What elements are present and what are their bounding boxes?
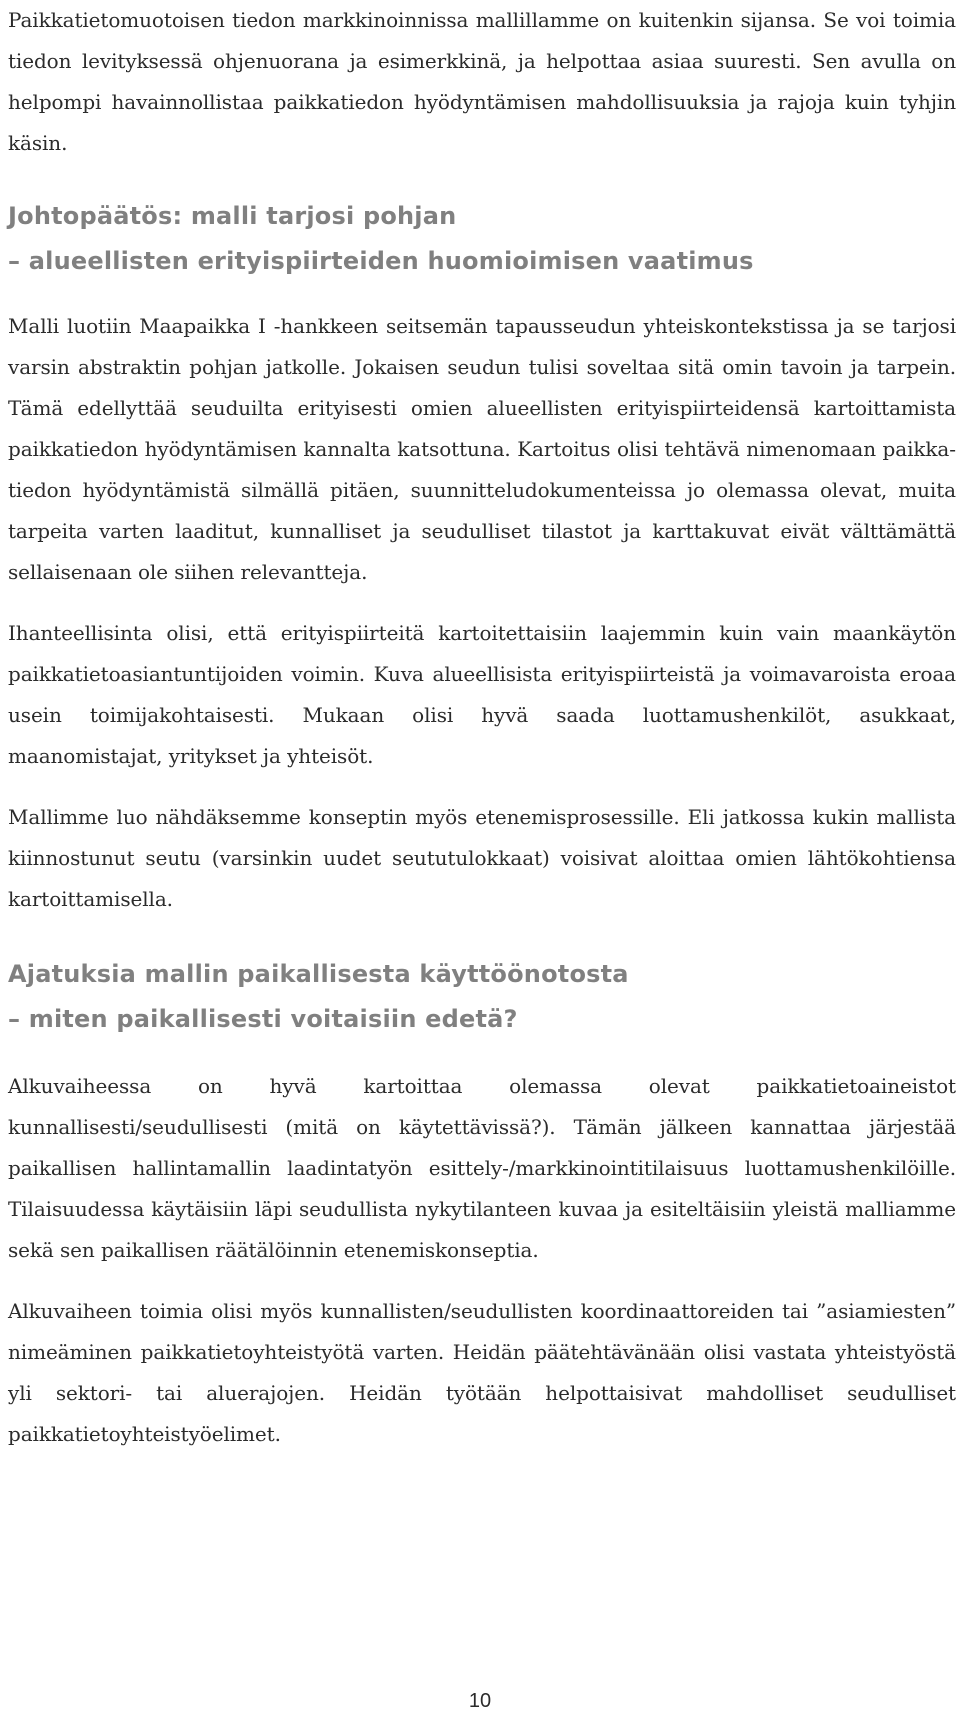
intro-paragraph: Paikkatietomuotoisen tiedon markkinoinnissa mallillamme on kuitenkin sijansa. Se voi toimia tiedon levityksessä ohjenuorana ja esimerkkinä, ja helpottaa asiaa suuresti. Sen avulla on helpompi havainnollistaa paikkatiedon hyödyntämisen mahdollisuuksia ja rajoja kuin tyhjin käsin.	[8, 8, 956, 155]
section-heading-deployment	[8, 952, 956, 1042]
document-page	[8, 0, 956, 1455]
page-number: 10	[468, 1690, 492, 1712]
section-heading-conclusion	[8, 194, 956, 284]
body-paragraph: Mallimme luo nähdäksemme konseptin myös etenemisprosessille. Eli jatkossa kukin mallista kiinnostunut seutu (varsinkin uudet seututulokkaat) voisivat aloittaa omien lähtökohtiensa kartoittamisella.	[8, 805, 956, 911]
body-paragraph: Ihanteellisinta olisi, että erityispiirteitä kartoitettaisiin laajemmin kuin vain maankäytön paikkatietoasiantuntijoiden voimin. Kuva alueellisista erityispiirteistä ja voimavaroista eroaa usein toimijakohtaisesti. Mukaan olisi hyvä saada luottamushenkilöt, asukkaat, maanomistajat, yritykset ja yhteisöt.	[8, 621, 956, 768]
section-heading-subline: – miten paikallisesti voitaisiin edetä?	[8, 1005, 518, 1033]
section-heading-line: Ajatuksia mallin paikallisesta käyttöönotosta	[8, 960, 629, 988]
body-paragraph: Alkuvaiheessa on hyvä kartoittaa olemassa olevat paikkatietoaineistot kunnallisesti/seudullisesti (mitä on käytettävissä?). Tämän jälkeen kannattaa järjestää paikallisen hallintamallin laadintatyön esittely-/markkinointitilaisuus luottamushenkilöille. Tilaisuudessa käytäisiin läpi seudullista nykytilanteen kuvaa ja esiteltäisiin yleistä malliamme sekä sen paikallisen räätälöinnin etenemiskonseptia.	[8, 1074, 956, 1262]
body-paragraph: Alkuvaiheen toimia olisi myös kunnallisten/seudullisten koordinaattoreiden tai ”asiamiesten” nimeäminen paikkatietoyhteistyötä varten. Heidän päätehtävänään olisi vastata yhteistyöstä yli sektori- tai aluerajojen. Heidän työtään helpottaisivat mahdolliset seudulliset paikkatietoyhteistyöelimet.	[8, 1299, 956, 1446]
section-heading-subline: – alueellisten erityispiirteiden huomioimisen vaatimus	[8, 247, 754, 275]
body-paragraph: Malli luotiin Maapaikka I -hankkeen seitsemän tapausseudun yhteiskontekstissa ja se tarjosi varsin abstraktin pohjan jatkolle. Jokaisen seudun tulisi soveltaa sitä omin tavoin ja tarpein. Tämä edellyttää seuduilta erityisesti omien alueellisten erityispiirteidensä kartoittamista paikkatiedon hyödyntämisen kannalta katsottuna. Kartoitus olisi tehtävä nimenomaan paikkatiedon hyödyntämistä silmällä pitäen, suunnitteludokumenteissa jo olemassa olevat, muita tarpeita varten laaditut, kunnalliset ja seudulliset tilastot ja karttakuvat eivät välttämättä sellaisenaan ole siihen relevantteja.	[8, 314, 956, 584]
section-heading-line: Johtopäätös: malli tarjosi pohjan	[8, 202, 457, 230]
